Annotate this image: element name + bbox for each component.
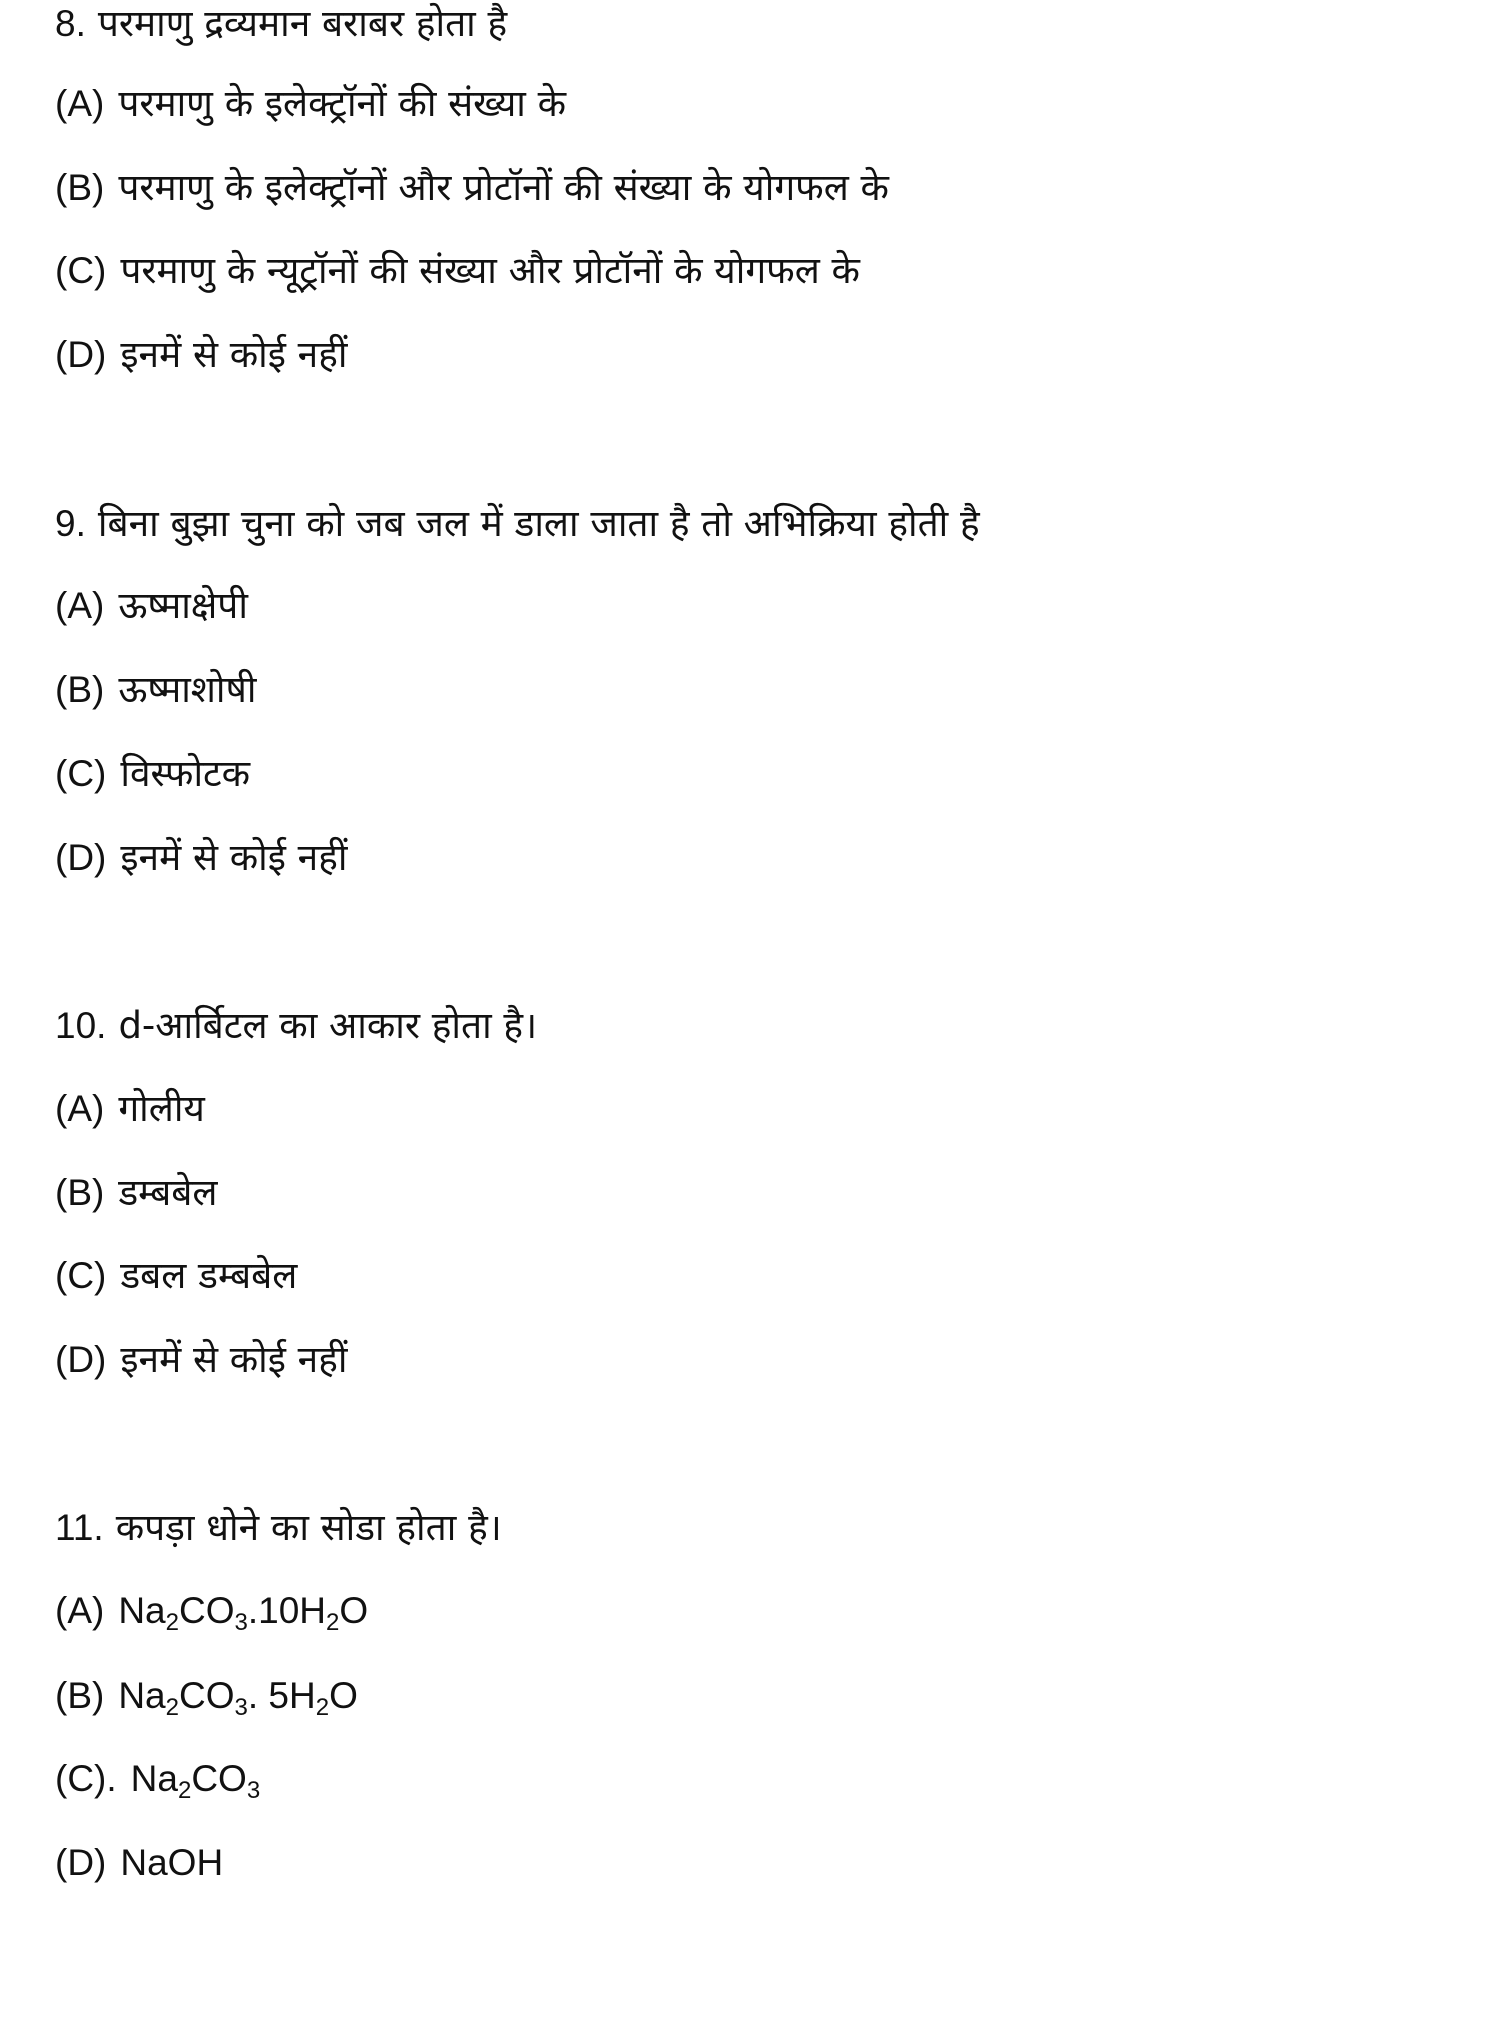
option-text: गोलीय <box>118 1087 205 1130</box>
question-number: 9. <box>55 503 86 544</box>
option-text: परमाणु के न्यूट्रॉनों की संख्या और प्रोटॉनों के योगफल के <box>120 249 860 292</box>
question-10-option-b <box>55 1165 218 1221</box>
option-label: (A) <box>55 1088 105 1129</box>
option-label: (D) <box>55 837 107 878</box>
option-label: (B) <box>55 669 105 710</box>
option-label: (C) <box>55 250 107 291</box>
option-label: (B) <box>55 1172 105 1213</box>
chemical-formula: $Na_2CO_3$. $5H_2O$ <box>118 1675 358 1721</box>
question-10-option-c <box>55 1248 297 1304</box>
option-text: विस्फोटक <box>120 752 251 795</box>
option-label: (B) <box>55 1675 105 1716</box>
chemical-formula: $Na_2CO_3$ <box>130 1758 261 1804</box>
question-9-option-a <box>55 578 248 634</box>
question-11-option-a <box>55 1583 368 1639</box>
option-label: (C) <box>55 753 107 794</box>
option-label: (C) <box>55 1255 107 1296</box>
option-text: ऊष्माशोषी <box>118 668 257 711</box>
chemical-formula: NaOH <box>120 1842 224 1883</box>
question-11-option-d <box>55 1835 223 1891</box>
option-label: (D) <box>55 334 107 375</box>
option-text: इनमें से कोई नहीं <box>120 1338 348 1381</box>
option-label: (D) <box>55 1842 107 1883</box>
question-8-stem <box>55 0 507 52</box>
question-text: कपड़ा धोने का सोडा होता है। <box>115 1506 502 1549</box>
question-8-option-a <box>55 76 566 132</box>
question-number: 11. <box>55 1507 104 1548</box>
question-text: d-आर्बिटल का आकार होता है। <box>118 1004 538 1047</box>
question-9-stem <box>55 496 980 552</box>
chemical-formula: $Na_2CO_3.10H_2O$ <box>118 1590 369 1636</box>
question-8-option-c <box>55 243 860 299</box>
option-label: (A) <box>55 585 105 626</box>
option-text: डम्बबेल <box>118 1171 218 1214</box>
question-10-option-d <box>55 1332 347 1388</box>
question-10-stem <box>55 998 537 1054</box>
option-text: परमाणु के इलेक्ट्रॉनों की संख्या के <box>118 82 567 125</box>
option-label: (A) <box>55 1590 105 1631</box>
question-8-option-b <box>55 160 889 216</box>
question-text: परमाणु द्रव्यमान बराबर होता है <box>97 2 508 45</box>
question-9-option-c <box>55 746 250 802</box>
question-11-stem <box>55 1500 502 1556</box>
question-9-option-b <box>55 662 257 718</box>
option-label: (C). <box>55 1758 117 1799</box>
option-text: परमाणु के इलेक्ट्रॉनों और प्रोटॉनों की संख्या के योगफल के <box>118 166 889 209</box>
question-11-option-b <box>55 1668 358 1724</box>
question-8-option-d <box>55 327 347 383</box>
option-text: इनमें से कोई नहीं <box>120 836 348 879</box>
option-text: ऊष्माक्षेपी <box>118 584 248 627</box>
option-text: डबल डम्बबेल <box>120 1254 298 1297</box>
question-number: 8. <box>55 3 86 44</box>
question-number: 10. <box>55 1005 107 1046</box>
option-text: इनमें से कोई नहीं <box>120 333 348 376</box>
question-10-option-a <box>55 1081 205 1137</box>
option-label: (D) <box>55 1339 107 1380</box>
question-text: बिना बुझा चुना को जब जल में डाला जाता है तो अभिक्रिया होती है <box>97 502 980 545</box>
question-11-option-c <box>55 1751 260 1807</box>
option-label: (B) <box>55 167 105 208</box>
question-9-option-d <box>55 830 347 886</box>
option-label: (A) <box>55 83 105 124</box>
